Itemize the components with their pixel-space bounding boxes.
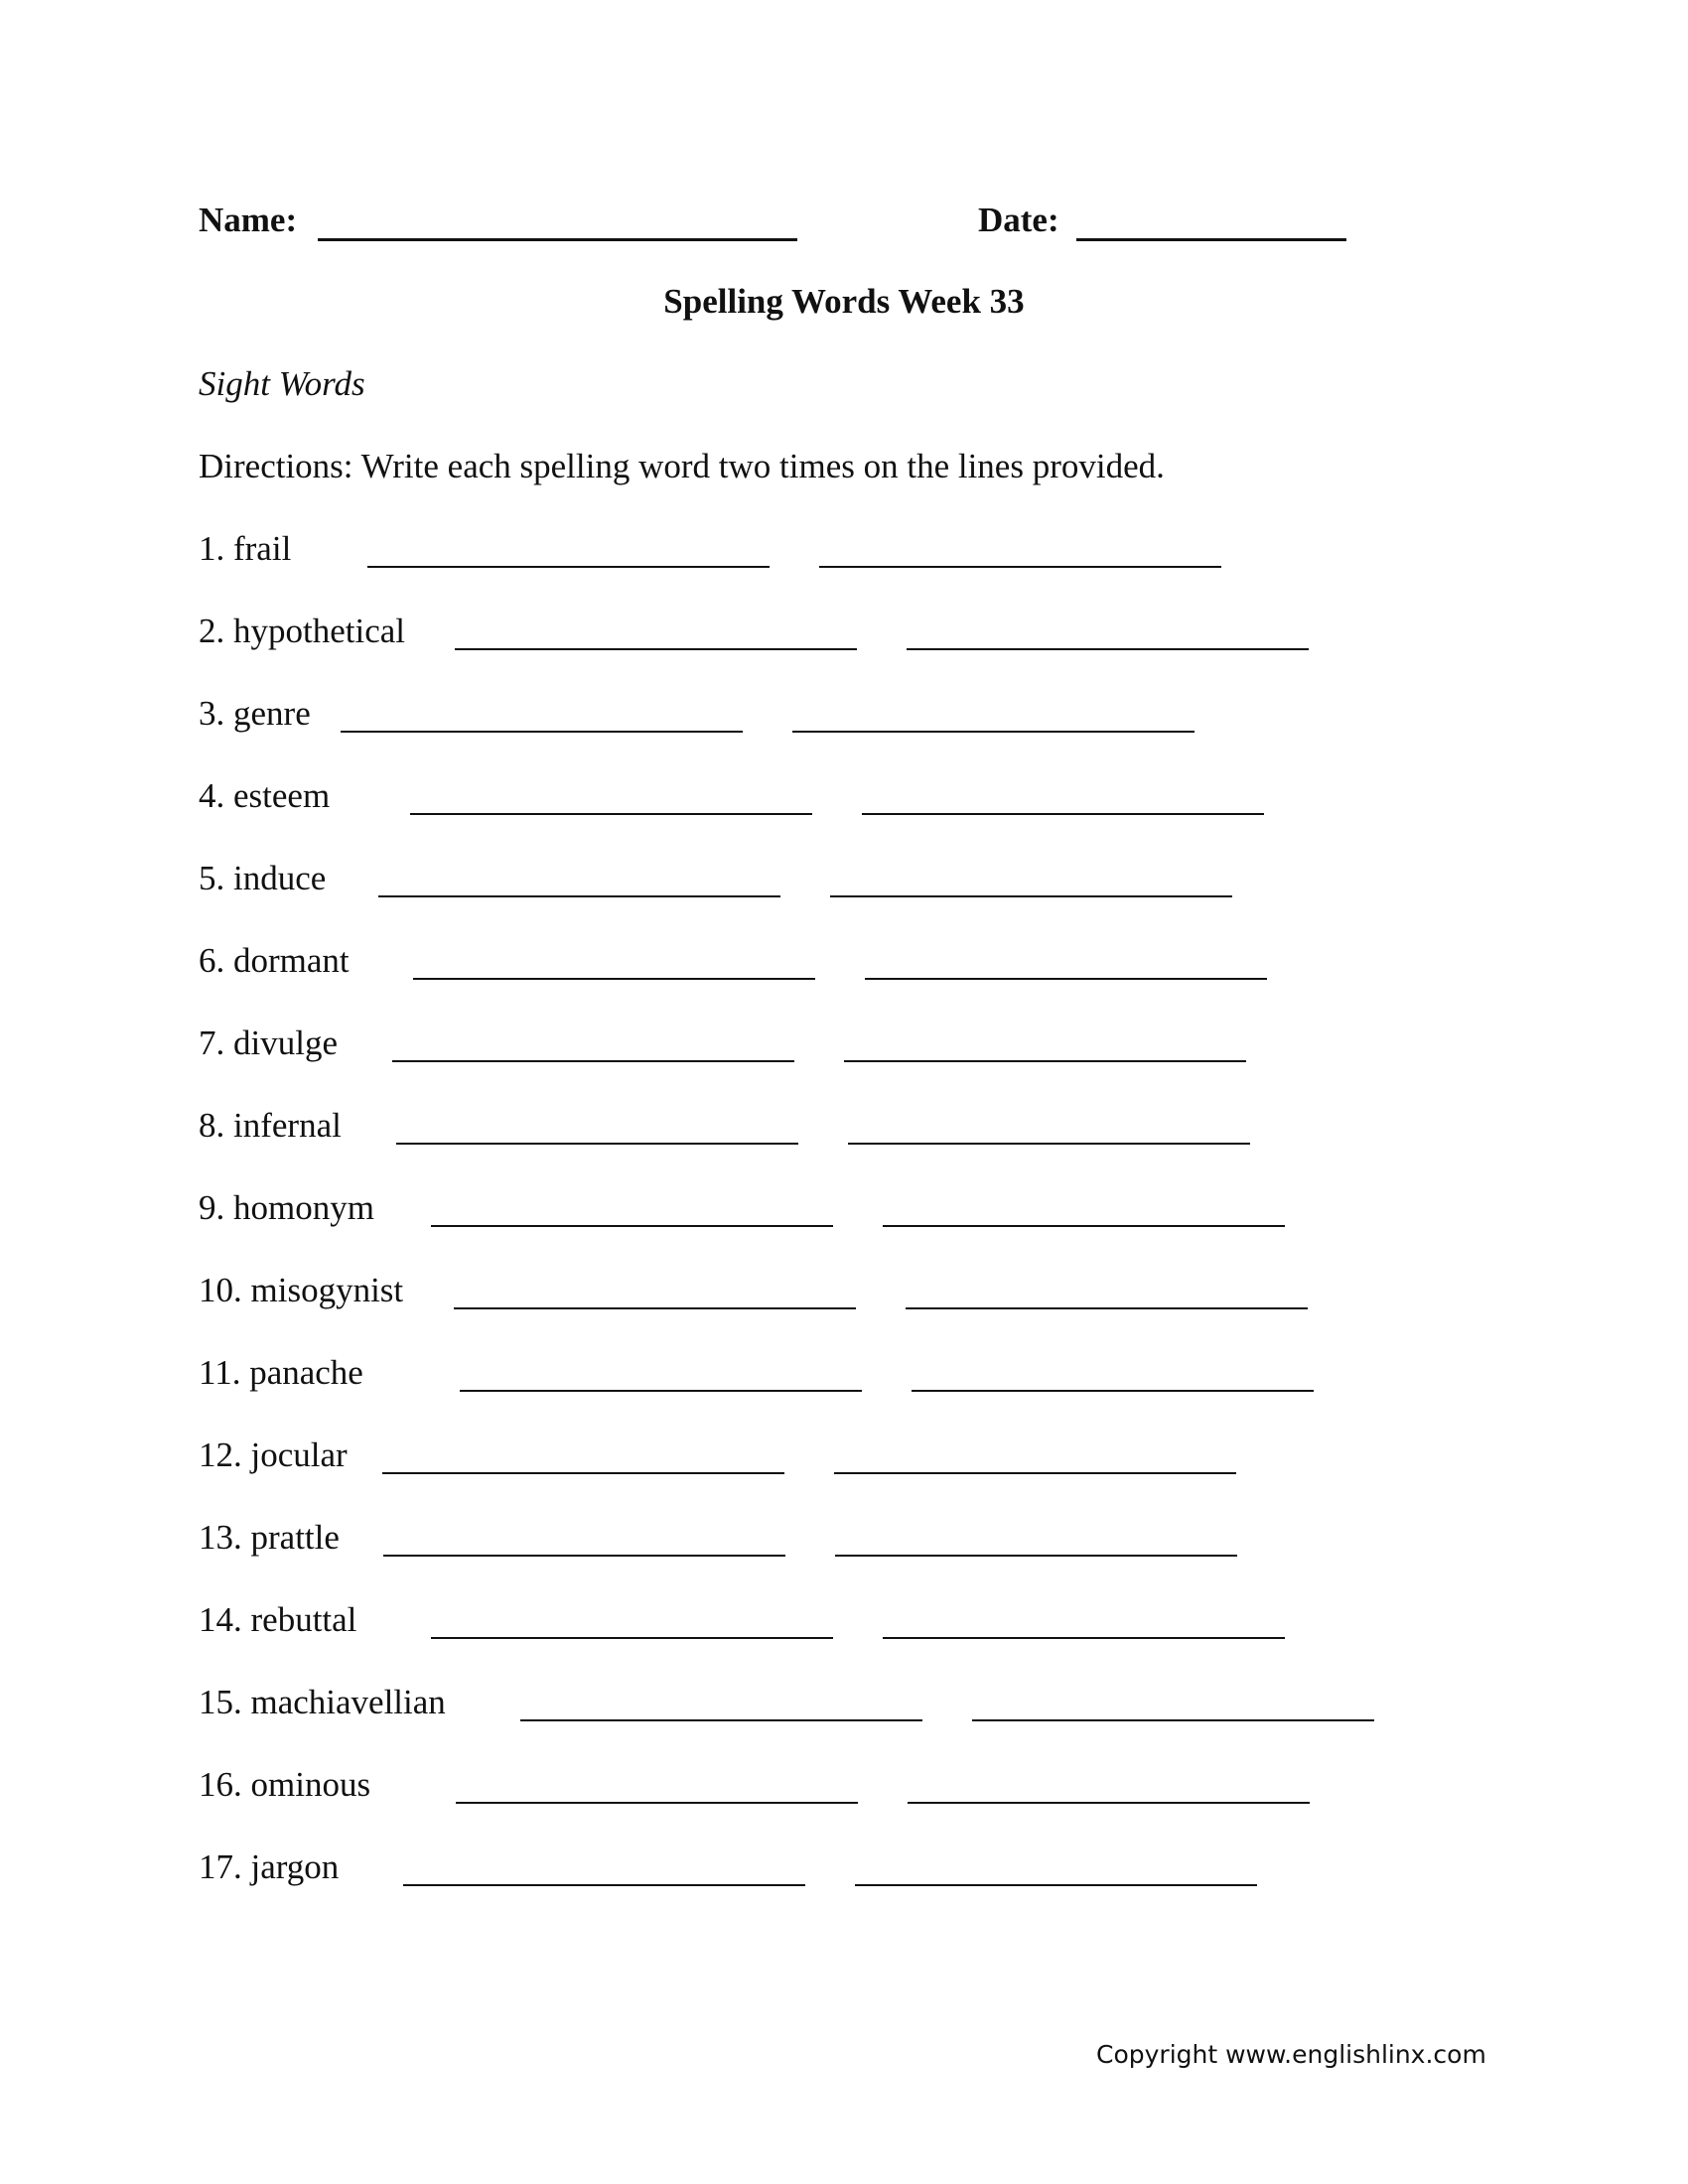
writing-line[interactable] — [460, 1390, 862, 1392]
writing-line[interactable] — [392, 1060, 794, 1062]
section-subtitle: Sight Words — [199, 364, 365, 403]
writing-line[interactable] — [382, 1472, 784, 1474]
writing-line[interactable] — [834, 1472, 1236, 1474]
writing-line[interactable] — [367, 566, 770, 568]
writing-line[interactable] — [396, 1143, 798, 1145]
writing-line[interactable] — [830, 895, 1232, 897]
writing-line[interactable] — [883, 1225, 1285, 1227]
spelling-word: 12. jocular — [199, 1435, 348, 1474]
writing-line[interactable] — [865, 978, 1267, 980]
writing-line[interactable] — [906, 1307, 1308, 1309]
writing-line[interactable] — [413, 978, 815, 980]
spelling-word: 10. misogynist — [199, 1271, 404, 1309]
writing-line[interactable] — [908, 1802, 1310, 1804]
writing-line[interactable] — [454, 1307, 856, 1309]
date-field-line[interactable] — [1076, 238, 1346, 241]
writing-line[interactable] — [431, 1637, 833, 1639]
copyright-text: Copyright www.englishlinx.com — [1096, 2040, 1486, 2069]
spelling-word: 17. jargon — [199, 1847, 340, 1886]
spelling-word: 4. esteem — [199, 776, 331, 815]
name-field-line[interactable] — [318, 238, 797, 241]
writing-line[interactable] — [912, 1390, 1314, 1392]
spelling-word: 15. machiavellian — [199, 1683, 446, 1721]
spelling-word: 8. infernal — [199, 1106, 342, 1145]
spelling-word: 6. dormant — [199, 941, 350, 980]
writing-line[interactable] — [835, 1555, 1237, 1557]
spelling-word: 3. genre — [199, 694, 311, 733]
writing-line[interactable] — [341, 731, 743, 733]
spelling-word: 2. hypothetical — [199, 612, 406, 650]
writing-line[interactable] — [456, 1802, 858, 1804]
writing-line[interactable] — [378, 895, 780, 897]
spelling-word: 9. homonym — [199, 1188, 374, 1227]
writing-line[interactable] — [403, 1884, 805, 1886]
writing-line[interactable] — [972, 1719, 1374, 1721]
writing-line[interactable] — [520, 1719, 922, 1721]
writing-line[interactable] — [455, 648, 857, 650]
page-title: Spelling Words Week 33 — [663, 282, 1025, 321]
writing-line[interactable] — [907, 648, 1309, 650]
writing-line[interactable] — [883, 1637, 1285, 1639]
writing-line[interactable] — [410, 813, 812, 815]
writing-line[interactable] — [844, 1060, 1246, 1062]
directions-text: Directions: Write each spelling word two times on the lines provided. — [199, 447, 1165, 485]
spelling-word: 1. frail — [199, 529, 292, 568]
writing-line[interactable] — [855, 1884, 1257, 1886]
writing-line[interactable] — [819, 566, 1221, 568]
writing-line[interactable] — [431, 1225, 833, 1227]
writing-line[interactable] — [792, 731, 1195, 733]
spelling-word: 13. prattle — [199, 1518, 340, 1557]
writing-line[interactable] — [383, 1555, 785, 1557]
name-label: Name: — [199, 201, 298, 239]
date-label: Date: — [978, 201, 1059, 239]
spelling-word: 16. ominous — [199, 1765, 371, 1804]
spelling-word: 11. panache — [199, 1353, 363, 1392]
spelling-word: 7. divulge — [199, 1024, 338, 1062]
spelling-word: 5. induce — [199, 859, 327, 897]
writing-line[interactable] — [862, 813, 1264, 815]
writing-line[interactable] — [848, 1143, 1250, 1145]
spelling-word: 14. rebuttal — [199, 1600, 357, 1639]
